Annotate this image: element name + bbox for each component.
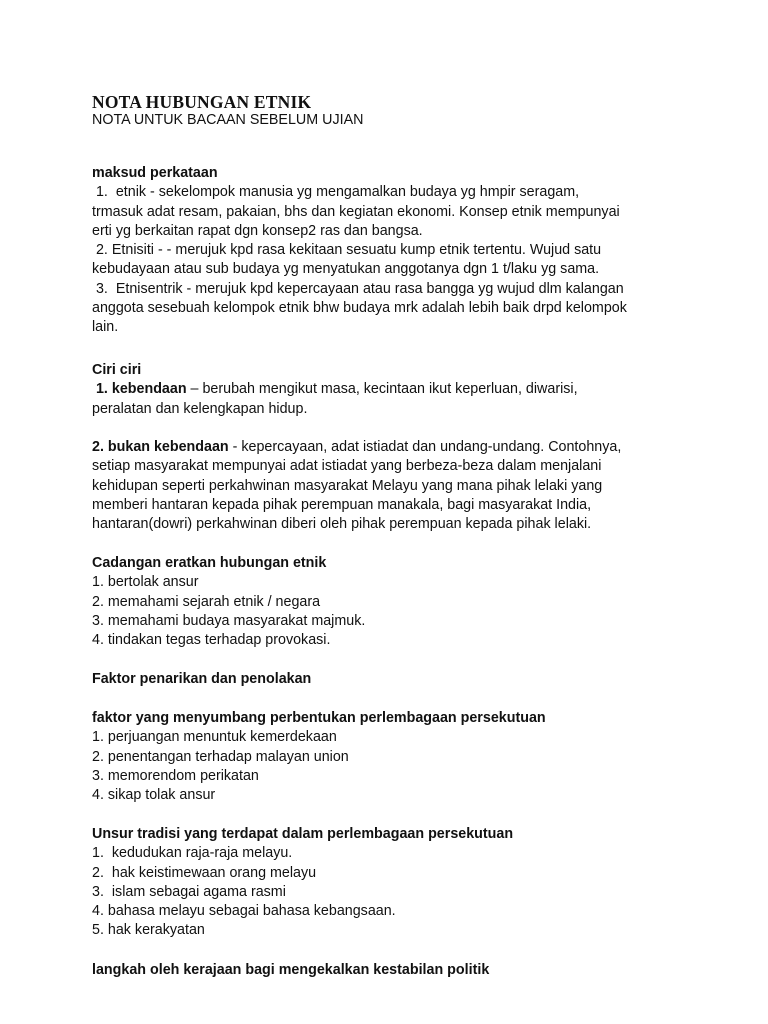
list-item: 4. tindakan tegas terhadap provokasi. (92, 632, 331, 649)
ciri-item-2 (92, 438, 692, 534)
ciri-item-2-first-line (92, 438, 692, 457)
list-item: 2. hak keistimewaan orang melayu (92, 864, 317, 881)
section-heading: Cadangan eratkan hubungan etnik (92, 555, 327, 571)
page-title: NOTA HUBUNGAN ETNIK (92, 92, 312, 112)
paragraph-line: kehidupan seperti perkahwinan masyarakat Melayu yang mana pihak lelaki yang (92, 477, 603, 494)
paragraph-line: setiap masyarakat mempunyai adat istiadat yang berbeza-beza dalam menjalani (92, 458, 602, 475)
paragraph-line: erti yg berkaitan rapat dgn konsep2 ras dan bangsa. (92, 222, 423, 239)
list-item: 4. bahasa melayu sebagai bahasa kebangsaan. (92, 903, 396, 920)
section-faktor-penarikan (92, 670, 692, 689)
list-item: 3. memahami budaya masyarakat majmuk. (92, 612, 366, 629)
paragraph-line: kebudayaan atau sub budaya yg menyatukan anggotanya dgn 1 t/laku yg sama. (92, 261, 600, 278)
section-cadangan (92, 554, 692, 650)
list-item: 1. perjuangan menuntuk kemerdekaan (92, 729, 337, 746)
paragraph-line: memberi hantaran kepada pihak perempuan manakala, bagi masyarakat India, (92, 496, 592, 513)
paragraph-line: anggota sesebuah kelompok etnik bhw budaya mrk adalah lebih baik drpd kelompok (92, 300, 627, 317)
paragraph-line: hantaran(dowri) perkahwinan diberi oleh pihak perempuan kepada pihak lelaki. (92, 516, 592, 533)
section-heading: faktor yang menyumbang perbentukan perlembagaan persekutuan (92, 710, 546, 726)
page-subtitle: NOTA UNTUK BACAAN SEBELUM UJIAN (92, 112, 364, 128)
list-item: 2. penentangan terhadap malayan union (92, 748, 349, 765)
list-item: 2. memahami sejarah etnik / negara (92, 593, 321, 610)
list-item: 3. memorendom perikatan (92, 767, 259, 784)
section-unsur (92, 825, 692, 941)
list-item: 5. hak kerakyatan (92, 922, 205, 939)
paragraph-line: peralatan dan kelengkapan hidup. (92, 400, 308, 417)
ciri-item-1 (92, 380, 692, 399)
item-label: 2. bukan kebendaan (92, 439, 229, 455)
paragraph-line: trmasuk adat resam, pakaian, bhs dan kegiatan ekonomi. Konsep etnik mempunyai (92, 203, 620, 220)
section-ciri (92, 361, 692, 419)
list-item: 1. kedudukan raja-raja melayu. (92, 845, 293, 862)
section-heading: maksud perkataan (92, 165, 218, 181)
section-heading: Ciri ciri (92, 362, 142, 378)
paragraph-line: 1. etnik - sekelompok manusia yg mengamalkan budaya yg hmpir seragam, (92, 184, 580, 201)
section-heading: langkah oleh kerajaan bagi mengekalkan kestabilan politik (92, 962, 490, 978)
paragraph-line: 3. Etnisentrik - merujuk kpd kepercayaan atau rasa bangga yg wujud dlm kalangan (92, 280, 624, 297)
item-label: 1. kebendaan (92, 381, 187, 398)
paragraph-line: lain. (92, 319, 119, 336)
section-maksud (92, 164, 692, 338)
section-heading: Unsur tradisi yang terdapat dalam perlembagaan persekutuan (92, 826, 514, 842)
list-item: 4. sikap tolak ansur (92, 787, 216, 804)
section-faktor-menyumbang (92, 709, 692, 805)
section-heading: Faktor penarikan dan penolakan (92, 671, 312, 687)
section-langkah (92, 961, 692, 980)
item-text: - kepercayaan, adat istiadat dan undang-undang. Contohnya, (228, 439, 622, 455)
paragraph-line: 2. Etnisiti - - merujuk kpd rasa kekitaan sesuatu kump etnik tertentu. Wujud satu (92, 242, 602, 259)
item-text: – berubah mengikut masa, kecintaan ikut keperluan, diwarisi, (186, 381, 578, 398)
list-item: 1. bertolak ansur (92, 574, 199, 591)
list-item: 3. islam sebagai agama rasmi (92, 883, 286, 900)
